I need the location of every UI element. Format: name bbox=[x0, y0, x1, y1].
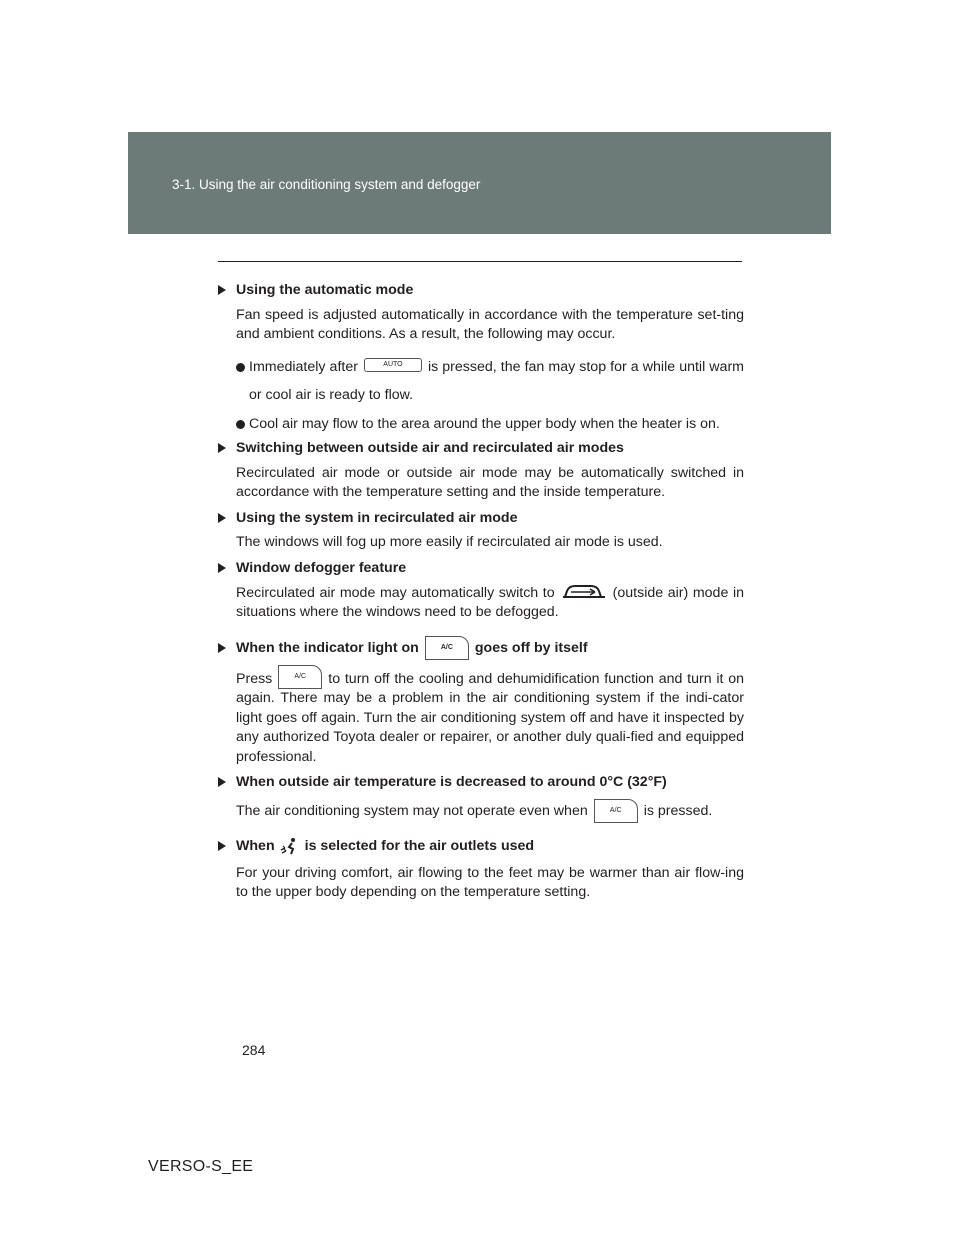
triangle-bullet-icon bbox=[218, 777, 226, 787]
model-code: VERSO-S_EE bbox=[148, 1158, 254, 1175]
list-item: Cool air may flow to the area around the upper body when the heater is on. bbox=[236, 415, 744, 435]
round-bullet-icon bbox=[236, 363, 245, 372]
section-heading: When the indicator light on A/C goes off by itself bbox=[236, 635, 744, 661]
triangle-bullet-icon bbox=[218, 285, 226, 295]
ac-button-icon: A/C bbox=[594, 799, 638, 823]
car-outside-air-icon bbox=[561, 583, 607, 603]
section-cold-temperature bbox=[218, 773, 744, 824]
list-item: Immediately after AUTO is pressed, the fan may stop for a while until warm or cool air is ready to flow. bbox=[236, 353, 744, 409]
divider bbox=[218, 261, 742, 262]
section-body: For your driving comfort, air flowing to the feet may be warmer than air flow-ing to the upper body depending on the temperature setting. bbox=[236, 864, 744, 900]
section-body: Press A/C to turn off the cooling and dehumidification function and turn it on again. There may be a problem in the air conditioning system if the indi-cator light goes off again. Turn the air conditioning system off and have it inspected by any authorized Toyota dealer or repairer, or another duly quali-fied and equipped professional. bbox=[236, 669, 744, 767]
auto-button-icon: AUTO bbox=[364, 358, 422, 372]
ac-button-icon: A/C bbox=[278, 665, 322, 689]
triangle-bullet-icon bbox=[218, 841, 226, 851]
section-automatic-mode bbox=[218, 281, 744, 434]
section-body: Fan speed is adjusted automatically in accordance with the temperature set-ting and ambient conditions. As a result, the following may occur. bbox=[236, 306, 744, 342]
triangle-bullet-icon bbox=[218, 643, 226, 653]
section-header-bar bbox=[128, 132, 831, 234]
triangle-bullet-icon bbox=[218, 443, 226, 453]
section-body: The air conditioning system may not operate even when A/C is pressed. bbox=[236, 798, 744, 824]
section-feet-outlet bbox=[218, 834, 744, 903]
triangle-bullet-icon bbox=[218, 513, 226, 523]
section-switching-air-modes bbox=[218, 439, 744, 503]
section-heading: When is selected for the air outlets used bbox=[236, 834, 744, 858]
section-heading: When outside air temperature is decreased to around 0°C (32°F) bbox=[236, 773, 744, 793]
section-recirculated-mode bbox=[218, 509, 744, 553]
section-indicator-light bbox=[218, 635, 744, 767]
section-window-defogger bbox=[218, 559, 744, 623]
feet-outlet-icon bbox=[279, 837, 301, 855]
page-number: 284 bbox=[242, 1042, 266, 1058]
section-heading: Using the automatic mode bbox=[236, 281, 744, 301]
section-heading: Switching between outside air and recirculated air modes bbox=[236, 439, 744, 459]
section-heading: Window defogger feature bbox=[236, 559, 744, 579]
page-content bbox=[218, 281, 744, 903]
round-bullet-icon bbox=[236, 420, 245, 429]
triangle-bullet-icon bbox=[218, 563, 226, 573]
section-title: 3-1. Using the air conditioning system and defogger bbox=[172, 177, 481, 192]
section-heading: Using the system in recirculated air mode bbox=[236, 509, 744, 529]
section-body: Recirculated air mode or outside air mode may be automatically switched in accordance with the temperature setting and the inside temperature. bbox=[236, 464, 744, 500]
section-body: Recirculated air mode may automatically switch to (outside air) mode in situations where the windows need to be defogged. bbox=[236, 584, 744, 621]
section-body: The windows will fog up more easily if recirculated air mode is used. bbox=[236, 534, 663, 550]
ac-button-icon: A/C bbox=[425, 636, 469, 660]
